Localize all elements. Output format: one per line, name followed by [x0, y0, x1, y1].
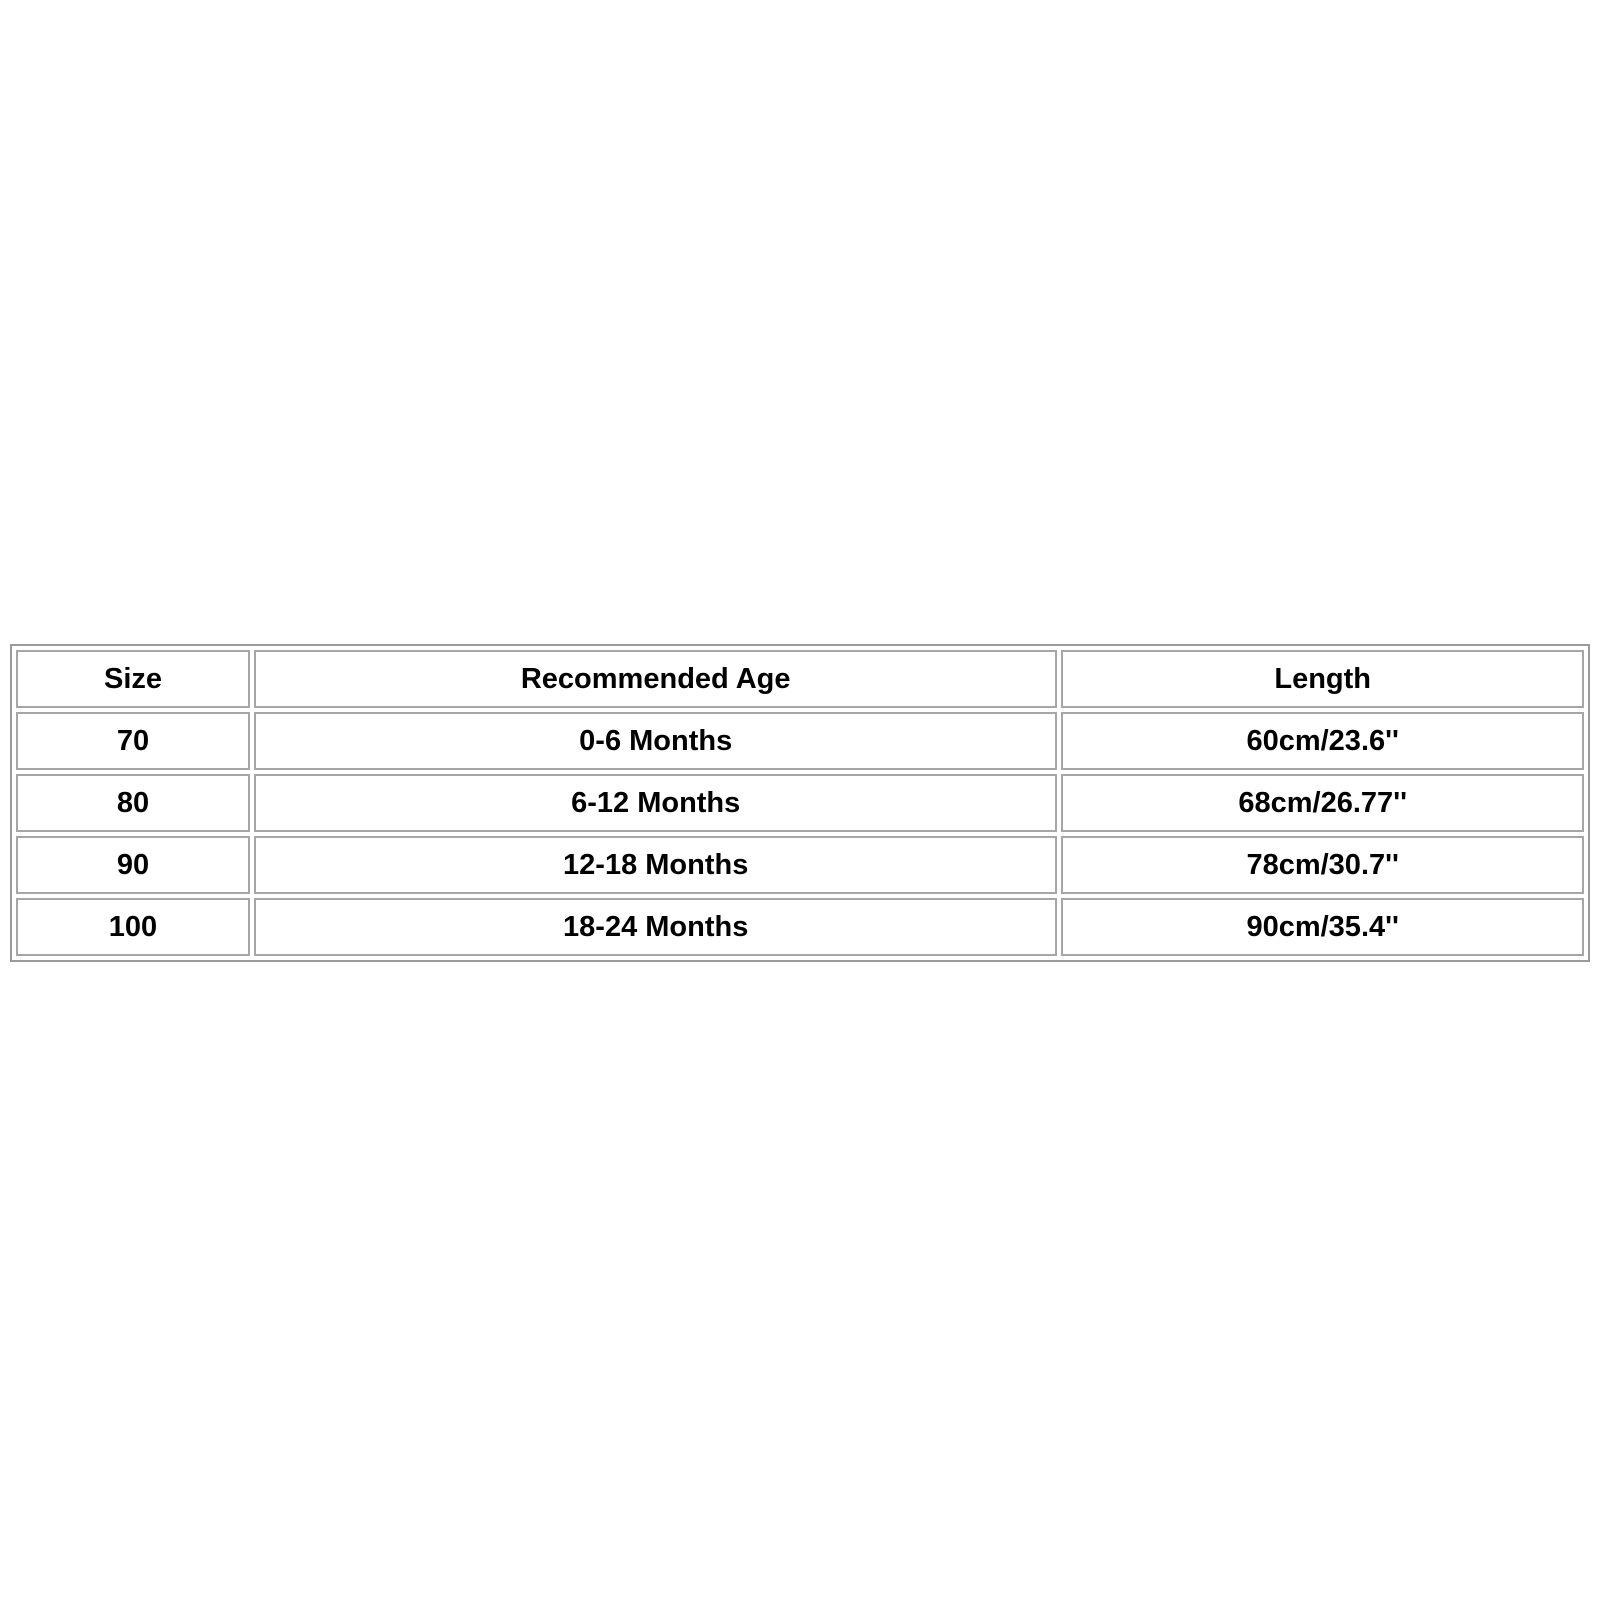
cell-size: 80 [16, 774, 250, 832]
cell-size: 100 [16, 898, 250, 956]
table-row [16, 712, 1584, 770]
table-row [16, 836, 1584, 894]
header-recommended-age: Recommended Age [254, 650, 1057, 708]
cell-age: 18-24 Months [254, 898, 1057, 956]
table-row [16, 774, 1584, 832]
cell-size: 90 [16, 836, 250, 894]
size-table [12, 646, 1588, 960]
table-header-row [16, 650, 1584, 708]
cell-age: 0-6 Months [254, 712, 1057, 770]
header-size: Size [16, 650, 250, 708]
cell-age: 12-18 Months [254, 836, 1057, 894]
header-length: Length [1061, 650, 1584, 708]
cell-length: 90cm/35.4'' [1061, 898, 1584, 956]
cell-length: 68cm/26.77'' [1061, 774, 1584, 832]
size-chart-table [10, 644, 1590, 962]
cell-length: 78cm/30.7'' [1061, 836, 1584, 894]
table-row [16, 898, 1584, 956]
cell-size: 70 [16, 712, 250, 770]
cell-length: 60cm/23.6'' [1061, 712, 1584, 770]
cell-age: 6-12 Months [254, 774, 1057, 832]
